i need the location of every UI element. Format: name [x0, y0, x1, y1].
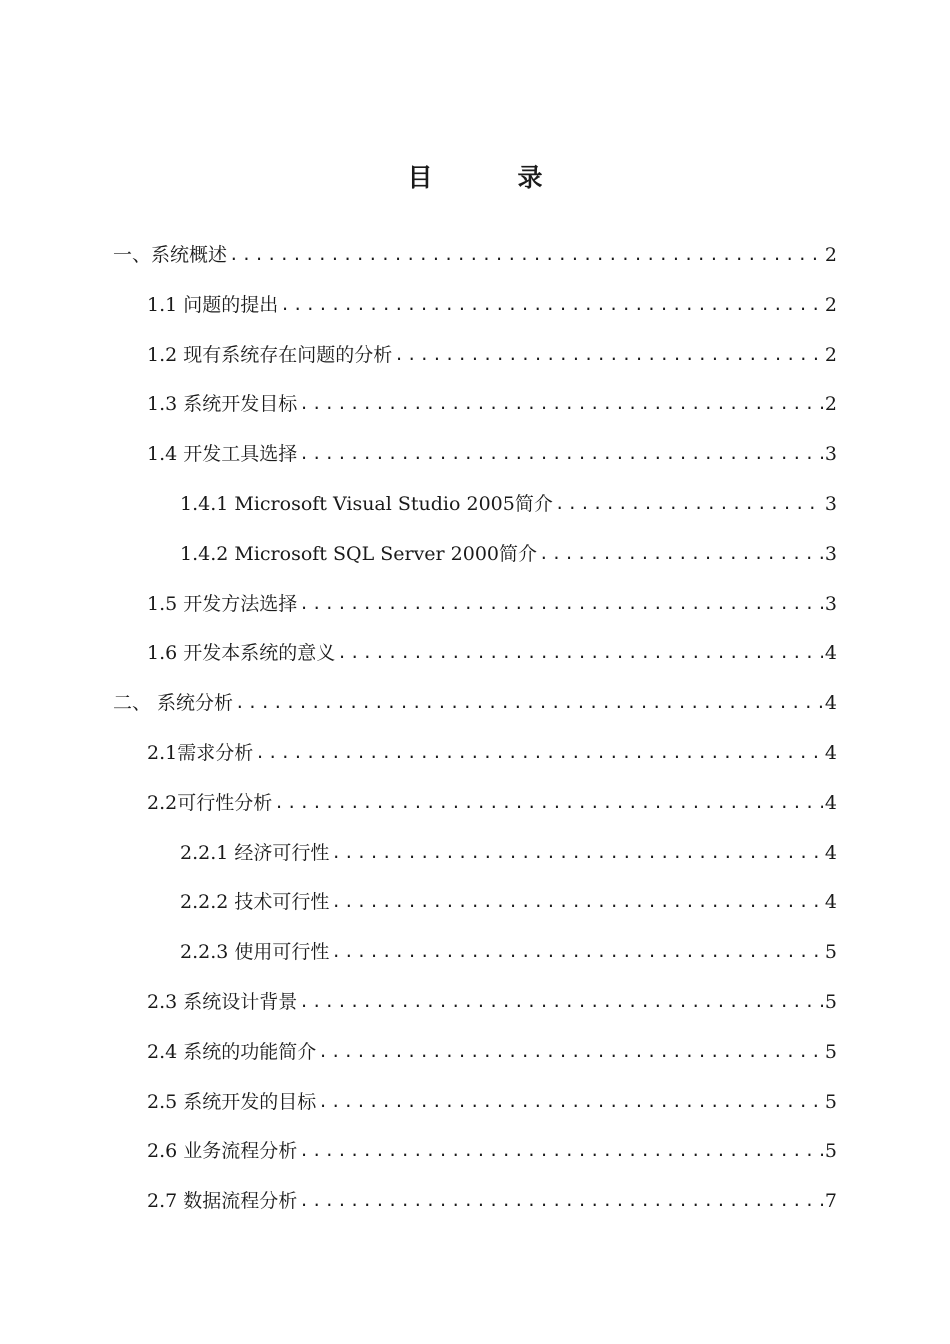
toc-dot-leader — [299, 392, 823, 416]
toc-page-number: 2 — [824, 343, 837, 366]
toc-page-number: 3 — [824, 592, 837, 615]
toc-page-number: 4 — [824, 742, 837, 764]
toc-entry[interactable] — [147, 1030, 837, 1064]
toc-entry[interactable] — [147, 1129, 837, 1163]
toc-entry[interactable] — [180, 532, 837, 566]
toc-page-number: 2 — [824, 244, 837, 266]
toc-entry-title: 2.2.3 使用可行性 — [180, 941, 330, 964]
page-title: 目 录 — [407, 163, 573, 192]
toc-entry[interactable] — [113, 681, 837, 715]
toc-page-number: 2 — [824, 293, 837, 316]
toc-entry-title: 一、系统概述 — [113, 244, 228, 266]
toc-entry-title: 1.4.2 Microsoft SQL Server 2000简介 — [180, 542, 538, 565]
toc-entry-title: 2.5 系统开发的目标 — [147, 1090, 317, 1113]
toc-entry-title: 1.4.1 Microsoft Visual Studio 2005简介 — [180, 493, 553, 515]
toc-entry[interactable] — [180, 482, 837, 516]
toc-entry-title: 2.6 业务流程分析 — [147, 1140, 298, 1163]
toc-entry[interactable] — [180, 880, 837, 914]
toc-page-number: 2 — [824, 393, 837, 416]
toc-entry[interactable] — [147, 1179, 837, 1213]
toc-dot-leader — [555, 492, 823, 516]
toc-dot-leader — [299, 990, 823, 1014]
toc-entry-title: 2.4 系统的功能简介 — [147, 1040, 317, 1063]
toc-dot-leader — [318, 1090, 823, 1114]
toc-page-number: 5 — [824, 1040, 837, 1063]
toc-entry-title: 1.1 问题的提出 — [147, 293, 279, 316]
toc-entry-title: 2.1需求分析 — [147, 742, 254, 764]
toc-dot-leader — [274, 791, 823, 815]
toc-entry-title: 1.3 系统开发目标 — [147, 393, 298, 416]
toc-entry[interactable] — [113, 233, 837, 267]
toc-dot-leader — [235, 691, 823, 715]
toc-page-number: 3 — [824, 443, 837, 466]
toc-dot-leader — [331, 940, 823, 964]
toc-page-number: 7 — [824, 1190, 837, 1213]
toc-entry-title: 2.3 系统设计背景 — [147, 991, 298, 1013]
toc-entry-title: 2.2.2 技术可行性 — [180, 891, 330, 914]
toc-dot-leader — [229, 243, 823, 267]
toc-entry[interactable] — [180, 930, 837, 964]
toc-dot-leader — [299, 1189, 823, 1213]
toc-dot-leader — [337, 641, 823, 665]
toc-entry[interactable] — [147, 631, 837, 665]
toc-dot-leader — [255, 741, 823, 765]
toc-page-number: 4 — [824, 891, 837, 914]
toc-dot-leader — [299, 1139, 823, 1163]
toc-entry-title: 1.2 现有系统存在问题的分析 — [147, 343, 393, 366]
toc-entry[interactable] — [147, 333, 837, 367]
toc-entry-title: 2.2可行性分析 — [147, 791, 273, 814]
toc-page-number: 4 — [824, 642, 837, 665]
toc-dot-leader — [394, 343, 823, 367]
toc-entry-title: 2.2.1 经济可行性 — [180, 841, 330, 864]
toc-page-number: 4 — [824, 841, 837, 864]
toc-entry[interactable] — [147, 731, 837, 765]
toc-dot-leader — [299, 442, 823, 466]
toc-dot-leader — [280, 293, 823, 317]
toc-page-number: 5 — [824, 1090, 837, 1113]
toc-entry-title: 二、 系统分析 — [113, 692, 234, 715]
toc-dot-leader — [318, 1040, 823, 1064]
toc-entry-title: 2.7 数据流程分析 — [147, 1190, 298, 1213]
toc-entry[interactable] — [147, 781, 837, 815]
toc-entry-title: 1.6 开发本系统的意义 — [147, 642, 336, 665]
toc-entry[interactable] — [147, 1080, 837, 1114]
toc-page-number: 5 — [824, 941, 837, 964]
toc-dot-leader — [331, 890, 823, 914]
toc-entry[interactable] — [147, 432, 837, 466]
toc-dot-leader — [299, 592, 823, 616]
toc-dot-leader — [539, 542, 823, 566]
toc-page-number: 5 — [824, 1140, 837, 1163]
toc-page-number: 3 — [824, 493, 837, 515]
toc-entry[interactable] — [147, 980, 837, 1014]
toc-entry[interactable] — [147, 283, 837, 317]
toc-dot-leader — [331, 841, 823, 865]
toc-entry[interactable] — [180, 831, 837, 865]
toc-entry[interactable] — [147, 382, 837, 416]
toc-entry[interactable] — [147, 582, 837, 616]
toc-entry-title: 1.5 开发方法选择 — [147, 592, 298, 615]
toc-page-number: 5 — [824, 991, 837, 1013]
toc-page-number: 4 — [824, 692, 837, 715]
toc-page-number: 3 — [824, 542, 837, 565]
toc-page-number: 4 — [824, 791, 837, 814]
toc-entry-title: 1.4 开发工具选择 — [147, 443, 298, 466]
